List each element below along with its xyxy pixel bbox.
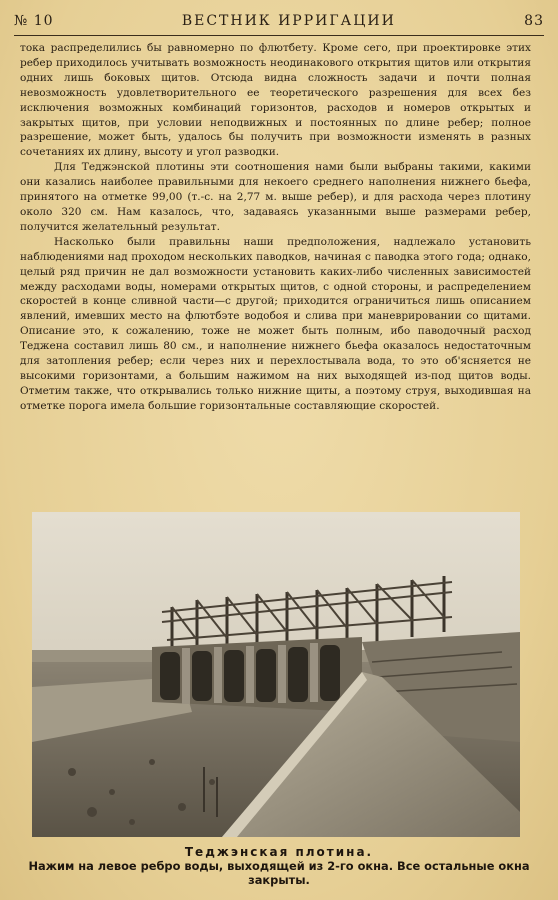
page-number: 83 <box>524 13 544 29</box>
journal-title: ВЕСТНИК ИРРИГАЦИИ <box>181 13 396 29</box>
caption-title: Теджэнская плотина. <box>184 845 374 859</box>
paragraph-2: Для Теджэнской плотины эти соотношения нами были выбраны такими, какими они казались наиболее правильными для некоего среднего наполнения нижнего бьефа, принятого на отметке 99,00 (т.-с. на 2,77 м. выше ребер), и для расхода через плотину около 320 см. Нам казалось, что, задаваясь указанными выше размерами ребер, получится желательный результат. <box>20 161 531 233</box>
dam-photograph <box>32 512 520 837</box>
page-header <box>14 8 544 34</box>
figure-caption <box>20 845 538 887</box>
paragraph-1: тока распределились бы равномерно по флютбету. Кроме сего, при проектировке этих ребер приходилось учитывать возможность неодинакового открытия щитов или открытия одних лишь боковых щитов. Отсюда видна сложность задачи и почти полная невозможность удовлетворительного ее теоретического разрешения для всех без исключения возможных комбинаций горизонтов, расходов и номеров открытых и закрытых щитов, при условии неподвижных и постоянных по длине ребер; полное разрешение, может быть, удалось бы получить при возможности изменять в разных сочетаниях их длину, высоту и угол разводки. <box>20 42 531 159</box>
paragraph-3: Насколько были правильны наши предположения, надлежало установить наблюдениями над проходом нескольких паводков, начиная с паводка этого года; однако, целый ряд причин не дал возможности установить каких-либо численных зависимостей между расходами воды, номерами открытых щитов, с одной стороны, и распределением скоростей в конце сливной части—с другой; приходится ограничиться лишь описанием явлений, имевших место на флютбэте водобоя и слива при маневрировании со щитами. Описание это, к сожалению, тоже не может быть полным, ибо паводочный расход Теджена составил лишь 80 см., и наполнение нижнего бьефа оказалось недостаточным для затопления ребер; если через них и перехлостывала вода, то это об'ясняется не высокими горизонтами, а большим нажимом на них выходящей из-под щитов воды. Отметим также, что открывались только нижние щиты, а поэтому струя, выходившая на отметке порога имела большие горизонтальные составляющие скоростей. <box>20 235 531 412</box>
dam-photo-illustration <box>32 512 520 837</box>
header-rule <box>14 35 544 36</box>
caption-text: Нажим на левое ребро воды, выходящей из 2-го окна. Все остальные окна закрыты. <box>28 859 530 887</box>
issue-number: № 10 <box>14 13 54 29</box>
article-text <box>20 41 531 414</box>
